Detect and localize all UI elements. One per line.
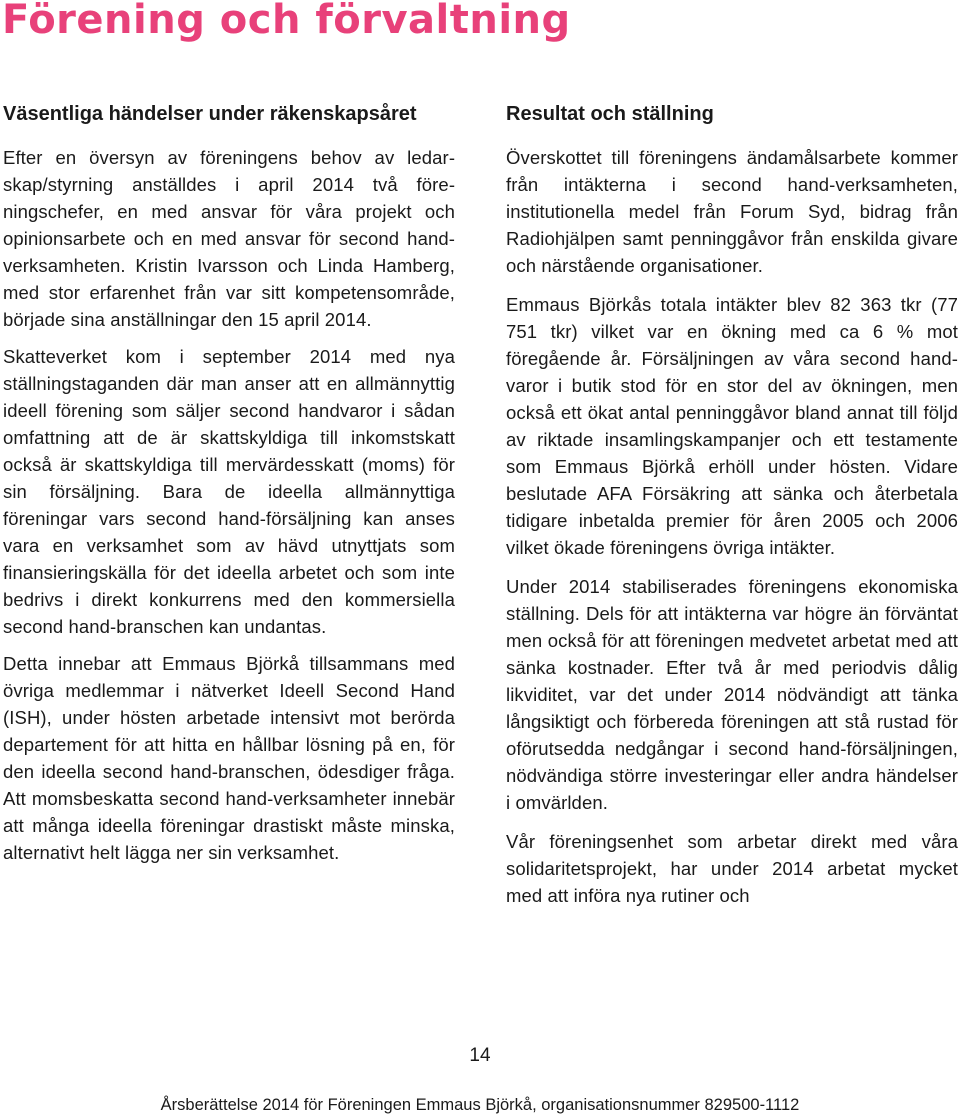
page-number: 14	[469, 1045, 491, 1066]
paragraph: Skatteverket kom i september 2014 med nya ställningstaganden där man anser att en allmännyttig ideell förening som säljer second handvaror i sådan omfattning att de är skattskyldiga till inkomstskatt också är skattskyldiga till mervärdesskatt (moms) för sin försäljning. Bara de ideella allmännyttiga föreningar vars second hand-försäljning kan anses vara en verksamhet som av hävd utnyttjats som finansieringskälla för det ideella arbetet och som inte bedrivs i direkt konkurrens med den kommersiella second hand-branschen kan undantas.	[3, 346, 455, 637]
paragraph: Överskottet till föreningens ändamålsarbete kommer från intäkterna i second hand-verksamheten, institutionella medel från Forum Syd, bidrag från Radiohjälpen samt penninggåvor från enskilda givare och närstående organisationer.	[506, 147, 958, 276]
paragraph: Vår föreningsenhet som arbetar direkt med våra solidaritetsprojekt, har under 2014 arbetat mycket med att införa nya rutiner och	[506, 831, 958, 906]
page-title: Förening och förvaltning	[2, 0, 571, 43]
paragraph: Emmaus Björkås totala intäkter blev 82 363 tkr (77 751 tkr) vilket var en ökning med ca 6 % mot föregående år. Försäljningen av våra second hand-varor i butik stod för en stor del av ökningen, men också ett ökat antal penninggåvor bland annat till följd av riktade insamlingskampanjer och ett testamente som Emmaus Björkå erhöll under hösten. Vidare beslutade AFA Försäkring att sänka och återbetala tidigare inbetalda premier för åren 2005 och 2006 vilket ökade föreningens övriga intäkter.	[506, 294, 958, 558]
section-heading-result: Resultat och ställning	[506, 103, 714, 125]
paragraph: Detta innebar att Emmaus Björkå tillsammans med övriga medlemmar i nätverket Ideell Second Hand (ISH), under hösten arbetade intensivt mot berörda departement för att hitta en hållbar lösning på en, för den ideella second hand-branschen, ödesdiger fråga. Att momsbeskatta second hand-verksamheter innebär att många ideella föreningar drastiskt måste minska, alternativt helt lägga ner sin verksamhet.	[3, 653, 455, 863]
right-column	[506, 100, 958, 909]
left-column	[3, 100, 455, 866]
paragraph: Under 2014 stabiliserades föreningens ekonomiska ställning. Dels för att intäkterna var högre än förväntat men också för att föreningen medvetet arbetat med att sänka kostnader. Efter två år med periodvis dålig likviditet, var det under 2014 nödvändigt att tänka långsiktigt och förbereda föreningen att stå rustad för oförutsedda nedgångar i second hand-försäljningen, nödvändiga större investeringar eller andra händelser i omvärlden.	[506, 576, 958, 813]
section-heading-events: Väsentliga händelser under räkenskapsåret	[3, 103, 417, 125]
footer-text: Årsberättelse 2014 för Föreningen Emmaus Björkå, organisationsnummer 829500-1112	[160, 1096, 800, 1114]
paragraph: Efter en översyn av föreningens behov av ledarskap/styrning anställdes i april 2014 två föreningschefer, en med ansvar för våra projekt och opinionsarbete och en med ansvar för second hand-verksamheten. Kristin Ivarsson och Linda Hamberg, med stor erfarenhet från var sitt kompetensområde, började sina anställningar den 15 april 2014.	[3, 147, 455, 330]
